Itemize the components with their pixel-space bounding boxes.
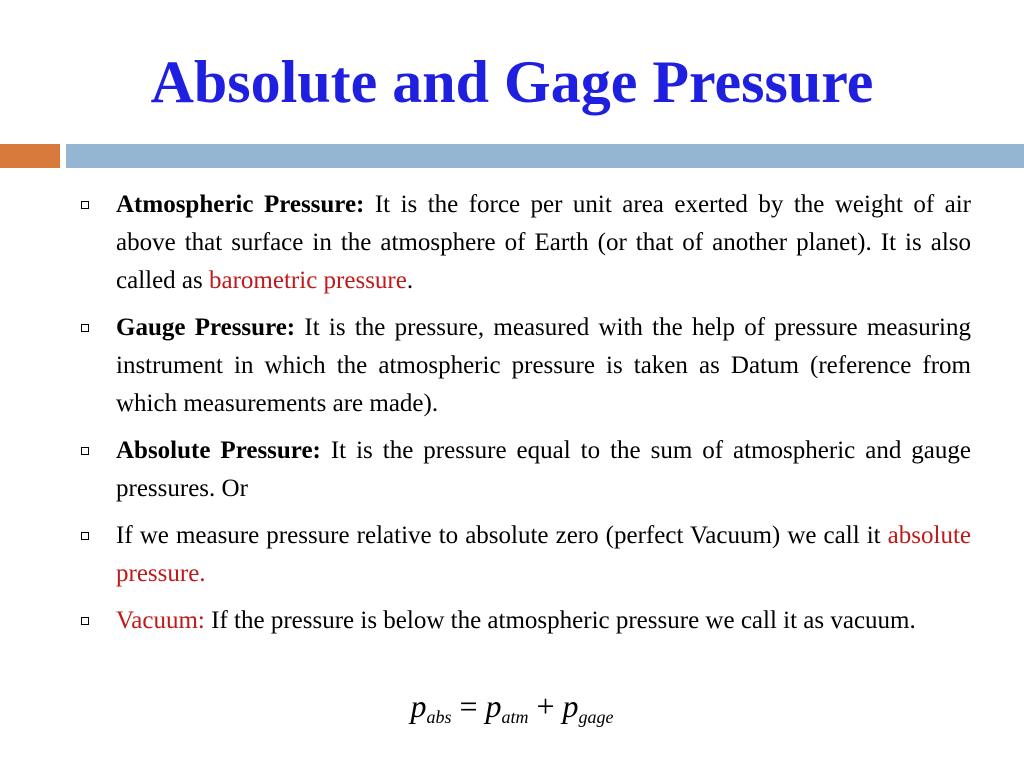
bullet-text: If the pressure is below the atmospheric pressure we call it as vacuum. bbox=[204, 607, 916, 634]
slide-title: Absolute and Gage Pressure bbox=[150, 49, 874, 115]
formula-term2: p bbox=[562, 688, 579, 724]
bullet-text: If we measure pressure relative to absolute zero (perfect Vacuum) we call it bbox=[116, 522, 888, 549]
bullet-text: It is the pressure equal to the sum of atmospheric and gauge pressures. Or bbox=[116, 437, 971, 502]
accent-bar-orange bbox=[0, 144, 60, 168]
formula-lhs-subscript: abs bbox=[426, 707, 452, 727]
bullet-absolute-pressure bbox=[78, 432, 971, 508]
square-bullet-icon bbox=[81, 447, 89, 455]
square-bullet-icon bbox=[81, 532, 89, 540]
bullet-tail: . bbox=[406, 267, 414, 294]
bullet-absolute-zero bbox=[78, 517, 971, 593]
term-label: Atmospheric Pressure: bbox=[116, 191, 365, 218]
bullet-text: It is the force per unit area exerted by the weight of air above that surface in the atmosphere of Earth (or that of another planet). It is also called as bbox=[116, 191, 972, 294]
formula-term1-subscript: atm bbox=[501, 707, 529, 727]
formula-lhs: p bbox=[410, 688, 427, 724]
bullet-atmospheric-pressure bbox=[78, 186, 971, 300]
square-bullet-icon bbox=[81, 201, 89, 209]
square-bullet-icon bbox=[81, 617, 89, 625]
highlight-text: barometric pressure bbox=[209, 267, 407, 294]
bullet-list bbox=[78, 186, 971, 649]
pressure-formula bbox=[0, 686, 1024, 726]
formula-plus: + bbox=[528, 688, 563, 724]
bullet-gauge-pressure bbox=[78, 309, 971, 423]
formula-equals: = bbox=[451, 688, 486, 724]
term-label: Vacuum: bbox=[116, 607, 205, 634]
formula-term2-subscript: gage bbox=[578, 707, 614, 727]
bullet-vacuum bbox=[78, 602, 971, 640]
accent-bar-blue bbox=[66, 144, 1024, 168]
term-label: Absolute Pressure: bbox=[116, 437, 321, 464]
square-bullet-icon bbox=[81, 324, 89, 332]
formula-term1: p bbox=[485, 688, 502, 724]
bullet-text: It is the pressure, measured with the help of pressure measuring instrument in which the atmospheric pressure is taken as Datum (reference from which measurements are made). bbox=[116, 314, 971, 417]
term-label: Gauge Pressure: bbox=[116, 314, 296, 341]
highlight-text: absolute pressure. bbox=[116, 522, 971, 587]
